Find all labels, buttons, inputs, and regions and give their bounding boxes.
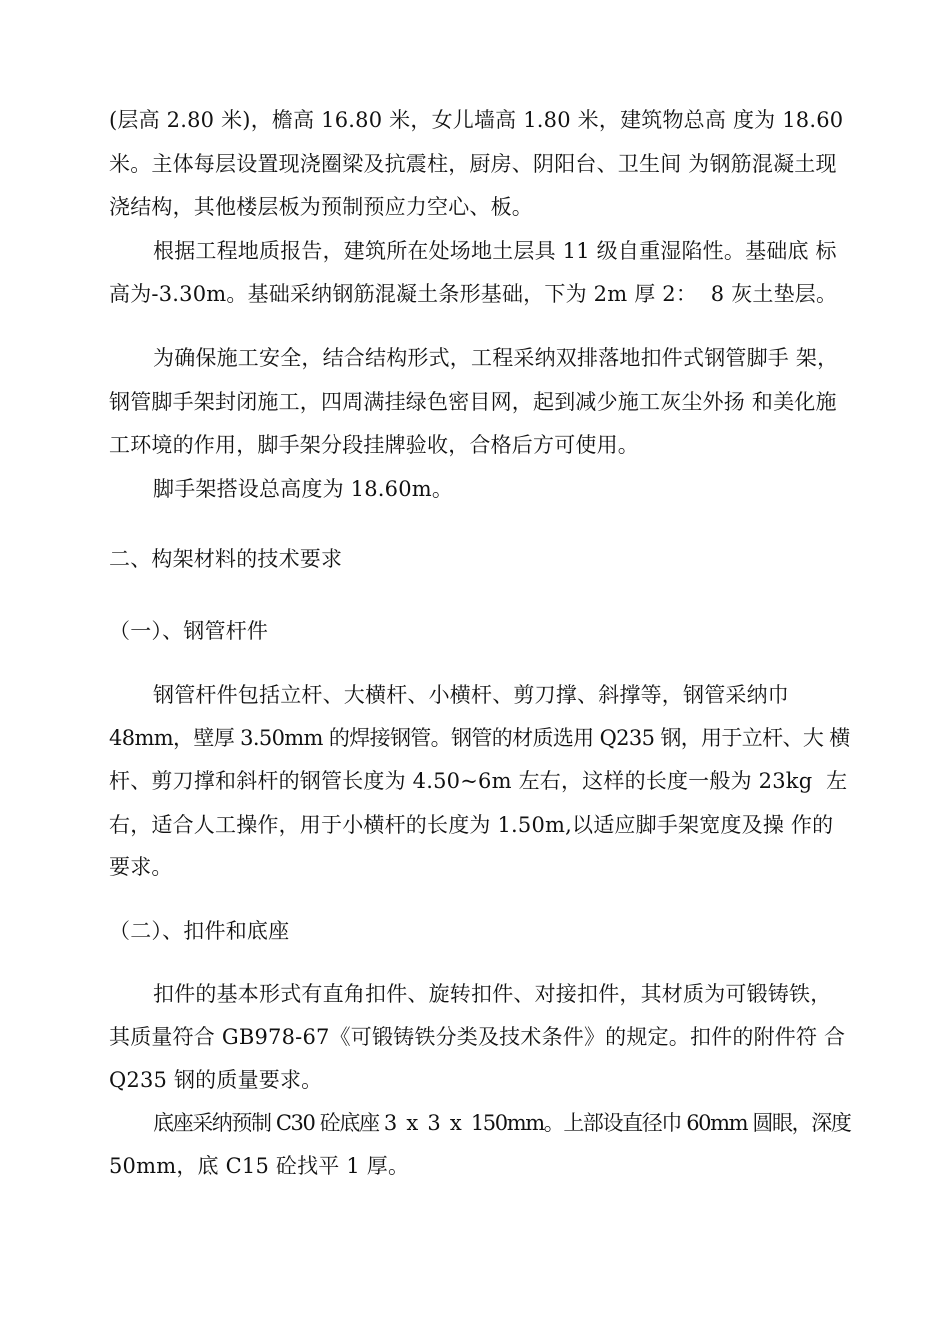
- paragraph-3-line-2: 钢管脚手架封闭施工，四周满挂绿色密目网，起到减少施工灰尘外扬 和美化施: [109, 390, 837, 414]
- paragraph-6-line-3: Q235 钢的质量要求。: [109, 1068, 323, 1092]
- paragraph-3-line-3: 工环境的作用，脚手架分段挂牌验收，合格后方可使用。: [109, 433, 639, 457]
- paragraph-2-line-2: 高为-3.30m。基础采纳钢筋混凝土条形基础，下为 2m 厚 2： 8 灰土垫层。: [109, 282, 838, 306]
- paragraph-5-line-3: 杆、剪刀撑和斜杆的钢管长度为 4.50~6m 左右，这样的长度一般为 23kg 左: [109, 769, 848, 793]
- section-heading-2: 二、构架材料的技术要求: [109, 547, 343, 571]
- paragraph-1-line-3: 浇结构，其他楼层板为预制预应力空心、板。: [109, 195, 533, 219]
- paragraph-2-line-1: 根据工程地质报告，建筑所在处场地土层具 11 级自重湿陷性。基础底 标: [153, 239, 837, 263]
- paragraph-3-line-1: 为确保施工安全，结合结构形式，工程采纳双排落地扣件式钢管脚手 架，: [153, 346, 839, 370]
- paragraph-6-line-2: 其质量符合 GB978-67《可锻铸铁分类及技术条件》的规定。扣件的附件符 合: [109, 1025, 846, 1049]
- paragraph-7-line-1: 底座采纳预制 C30 砼底座 3 x 3 x 150mm。上部设直径巾 60mm 圆眼，深度: [153, 1111, 851, 1135]
- paragraph-5-line-5: 要求。: [109, 855, 173, 879]
- paragraph-5-line-4: 右，适合人工操作，用于小横杆的长度为 1.50m,以适应脚手架宽度及操 作的: [109, 813, 834, 837]
- paragraph-4-line-1: 脚手架搭设总高度为 18.60m。: [153, 477, 454, 501]
- subsection-heading-2: （二）、扣件和底座: [109, 919, 290, 943]
- paragraph-5-line-2: 48mm，壁厚 3.50mm 的焊接钢管。钢管的材质选用 Q235 钢，用于立杆、大 横: [109, 726, 850, 750]
- subsection-heading-1: （一）、钢管杆件: [109, 619, 269, 643]
- paragraph-5-line-1: 钢管杆件包括立杆、大横杆、小横杆、剪刀撑、斜撑等，钢管采纳巾: [153, 683, 789, 707]
- paragraph-1-line-1: (层高 2.80 米)，檐高 16.80 米，女儿墙高 1.80 米，建筑物总高 度为 18.60: [109, 108, 844, 132]
- paragraph-7-line-2: 50mm，底 C15 砼找平 1 厚。: [109, 1154, 410, 1178]
- paragraph-6-line-1: 扣件的基本形式有直角扣件、旋转扣件、对接扣件，其材质为可锻铸铁，: [153, 982, 832, 1006]
- paragraph-1-line-2: 米。主体每层设置现浇圈梁及抗震柱，厨房、阴阳台、卫生间 为钢筋混凝土现: [109, 152, 837, 176]
